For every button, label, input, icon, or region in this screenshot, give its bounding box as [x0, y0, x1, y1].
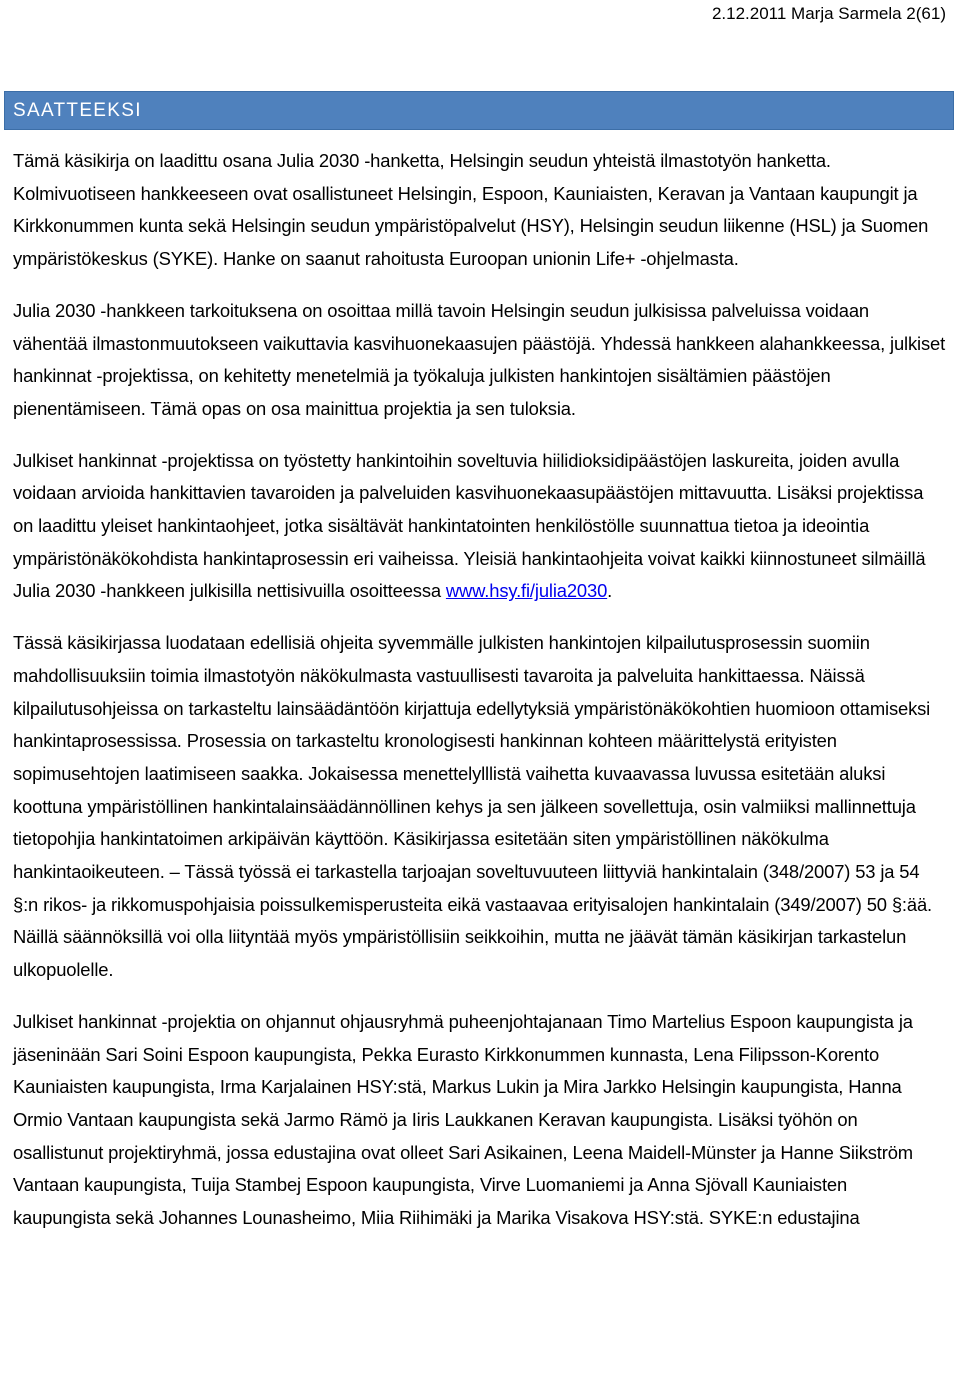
paragraph-intro: Tämä käsikirja on laadittu osana Julia 2030 -hanketta, Helsingin seudun yhteistä ilmastotyön hanketta. Kolmivuotiseen hankkeeseen ovat osallistuneet Helsingin, Espoon, Kauniaisten, Keravan ja Vantaan kaupungit ja Kirkkonummen kunta sekä Helsingin seudun ympäristöpalvelut (HSY), Helsingin seudun liikenne (HSL) ja Suomen ympäristökeskus (SYKE). Hanke on saanut rahoitusta Euroopan unionin Life+ -ohjelmasta. — [13, 150, 929, 270]
julia2030-link[interactable]: www.hsy.fi/julia2030 — [445, 580, 608, 602]
paragraph-project-text: Julkiset hankinnat -projektissa on työstetty hankintoihin soveltuvia hiilidioksidipäästöjen laskureita, joiden avulla voidaan arvioida hankittavien tavaroiden ja palveluiden kasvihuonekaasupäästöjen mittavuutta. Lisäksi projektissa on laadittu yleiset hankintaohjeet, jotka sisältävät hankintatointen henkilöstölle suunnattua tietoa ja ideointia ympäristönäkökohdista hankintaprosessin eri vaiheissa. Yleisiä hankintaohjeita voivat kaikki kiinnostuneet silmäillä Julia 2030 -hankkeen julkisilla nettisivuilla osoitteessa — [13, 449, 926, 602]
paragraph-handbook: Tässä käsikirjassa luodataan edellisiä ohjeita syvemmälle julkisten hankintojen kilpailutusprosessin suomiin mahdollisuuksiin toimia ilmastotyön näkökulmasta vastuullisesti tavaroita ja palveluita hankittaessa. Näissä kilpailutusohjeissa on tarkasteltu lainsäädäntöön kirjattuja edellytyksiä ympäristönäkökohtien huomioon ottamiseksi hankintaprosessissa. Prosessia on tarkasteltu kronologisesti hankinnan kohteen määrittelystä erityisten sopimusehtojen laatimiseen saakka. Jokaisessa menettelylllistä vaihetta kuvaavassa luvussa esitetään aluksi koottuna ympäristöllinen hankintalainsäädännöllinen kehys ja sen jälkeen sovellettuja, osin valmiiksi mallinnettuja tietopohjia hankintatoimen arkipäivän käyttöön. Käsikirjassa esitetään siten ympäristöllinen näkökulma hankintaoikeuteen. – Tässä työssä ei tarkastella tarjoajan soveltuvuuteen liittyviä hankintalain (348/2007) 53 ja 54 §:n rikos- ja rikkomuspohjaisia poissulkemisperusteita eikä vastaavaa erityisalojen hankintalain (349/2007) 50 §:ää. Näillä säännöksillä voi olla liityntää myös ympäristöllisiin seikkoihin, mutta ne jäävät tämän käsikirjan tarkastelun ulkopuolelle. — [13, 632, 932, 981]
paragraph-purpose: Julia 2030 -hankkeen tarkoituksena on osoittaa millä tavoin Helsingin seudun julkisissa palveluissa voidaan vähentää ilmastonmuutokseen vaikuttavia kasvihuonekaasujen päästöjä. Yhdessä hankkeen alahankkeessa, julkiset hankinnat -projektissa, on kehitetty menetelmiä ja työkaluja julkisten hankintojen sisältämien päästöjen pienentämiseen. Tämä opas on osa mainittua projektia ja sen tuloksia. — [13, 299, 946, 419]
page-header: 2.12.2011 Marja Sarmela 2(61) — [711, 4, 946, 23]
paragraph-project-end: . — [607, 580, 613, 602]
section-banner — [4, 91, 954, 130]
section-title: SAATTEEKSI — [13, 100, 142, 121]
paragraph-steering-group: Julkiset hankinnat -projektia on ohjannut ohjausryhmä puheenjohtajanaan Timo Martelius Espoon kaupungista ja jäseninään Sari Soini Espoon kaupungista, Pekka Eurasto Kirkkonummen kunnasta, Lena Filipsson-Korento Kauniaisten kaupungista, Irma Karjalainen HSY:stä, Markus Lukin ja Mira Jarkko Helsingin kaupungista, Hanna Ormio Vantaan kaupungista sekä Jarmo Rämö ja Iiris Laukkanen Keravan kaupungista. Lisäksi työhön on osallistunut projektiryhmä, jossa edustajina ovat olleet Sari Asikainen, Leena Maidell-Münster ja Hanne Siikström Vantaan kaupungista, Tuija Stambej Espoon kaupungista, Virve Luomaniemi ja Anna Sjövall Kauniaisten kaupungista sekä Johannes Lounasheimo, Miia Riihimäki ja Marika Visakova HSY:stä. SYKE:n edustajina — [13, 1010, 913, 1229]
paragraph-project — [13, 445, 947, 609]
document-body — [13, 145, 947, 1254]
